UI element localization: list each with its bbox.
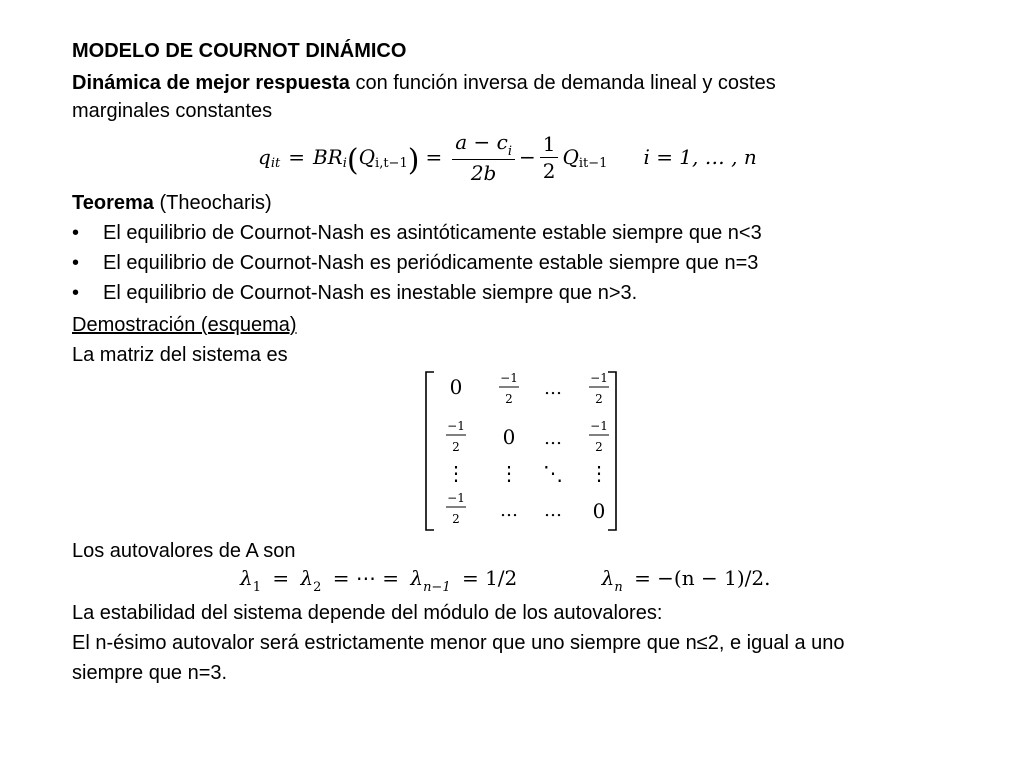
bullet-symbol: • xyxy=(72,252,80,274)
theorem-bold: Teorema xyxy=(72,192,154,214)
bullet-symbol: • xyxy=(72,222,80,244)
subtitle-rest: con función inversa de demanda lineal y costes xyxy=(349,72,776,94)
matrix-entry-num: −1 xyxy=(590,371,608,385)
matrix-hdots: … xyxy=(544,428,562,449)
matrix-entry-den: 2 xyxy=(505,392,513,406)
matrix-entry-num: −1 xyxy=(447,419,465,433)
eq-Q-sub: i,t−1 xyxy=(375,155,408,171)
eig-lambda-n1: λ xyxy=(410,566,424,590)
subtitle-bold: Dinámica de mejor respuesta xyxy=(72,72,350,94)
eig-mid: = ⋯ = xyxy=(332,566,400,590)
frac1-num-sub: i xyxy=(507,143,512,159)
fraction-a-minus-c xyxy=(452,131,515,184)
slide-title: MODELO DE COURNOT DINÁMICO xyxy=(72,40,407,62)
eq-Q2: Q xyxy=(562,145,579,169)
eigen-intro: Los autovalores de A son xyxy=(72,540,296,562)
best-response-equation xyxy=(258,124,757,190)
matrix-entry-den: 2 xyxy=(452,512,460,526)
eig-sub-2: 2 xyxy=(313,580,322,595)
matrix-hdots: … xyxy=(544,378,562,399)
eig-equals: = xyxy=(272,566,290,590)
matrix-intro: La matriz del sistema es xyxy=(72,344,288,366)
subtitle-line-2: marginales constantes xyxy=(72,100,273,122)
eig-lambda-1: λ xyxy=(240,566,253,590)
eq-Q: Q xyxy=(358,145,376,169)
eq-q: q xyxy=(258,145,271,169)
matrix-vdots: ⋮ xyxy=(499,461,519,485)
bullet-item-1: El equilibrio de Cournot-Nash es asintóticamente estable siempre que n<3 xyxy=(103,222,762,244)
proof-label: Demostración (esquema) xyxy=(72,314,297,336)
matrix-entry-den: 2 xyxy=(595,392,603,406)
matrix-entry-den: 2 xyxy=(595,440,603,454)
matrix-left-bracket xyxy=(426,372,434,530)
frac1-num: a − c xyxy=(455,129,508,154)
frac1-den: 2b xyxy=(470,160,497,185)
matrix-entry: 0 xyxy=(502,425,516,449)
matrix-entry: 0 xyxy=(449,375,463,399)
eig-val-1: = 1/2 xyxy=(461,566,518,590)
matrix-hdots: … xyxy=(500,500,518,521)
matrix-entry-num: −1 xyxy=(447,491,465,505)
bullet-symbol: • xyxy=(72,282,80,304)
eq-br-sub: i xyxy=(342,155,347,171)
theorem-line xyxy=(72,190,272,216)
bullet-item-3: El equilibrio de Cournot-Nash es inestable siempre que n>3. xyxy=(103,282,638,304)
conclusion-line-2: siempre que n=3. xyxy=(72,662,228,684)
matrix-entry-num: −1 xyxy=(500,371,518,385)
matrix-ddots: ⋱ xyxy=(543,461,563,485)
eig-sub-n: n xyxy=(614,580,623,595)
matrix-entry: 0 xyxy=(592,499,606,523)
frac2-num: 1 xyxy=(540,133,559,158)
eig-lambda-2: λ xyxy=(300,566,314,590)
matrix-vdots: ⋮ xyxy=(446,461,466,485)
eq-br: BR xyxy=(312,145,343,169)
matrix-hdots: … xyxy=(544,500,562,521)
eq-left-paren: ( xyxy=(346,142,359,178)
eq-q-sub: it xyxy=(270,155,281,171)
matrix-entry-num: −1 xyxy=(590,419,608,433)
system-matrix xyxy=(420,368,630,534)
eig-lambda-n: λ xyxy=(601,566,615,590)
eq-index-range: i = 1, … , n xyxy=(643,145,757,169)
frac2-den: 2 xyxy=(542,158,556,183)
conclusion-line-1: El n-ésimo autovalor será estrictamente menor que uno siempre que n≤2, e igual a uno xyxy=(72,632,845,654)
matrix-right-bracket xyxy=(608,372,616,530)
matrix-entry-den: 2 xyxy=(452,440,460,454)
subtitle-line-1 xyxy=(72,70,776,96)
eigenvalue-equation xyxy=(240,566,771,595)
eig-val-n: = −(n − 1)/2. xyxy=(634,566,771,590)
stability-line: La estabilidad del sistema depende del módulo de los autovalores: xyxy=(72,602,663,624)
eig-sub-n1: n−1 xyxy=(423,580,451,595)
eq-minus: − xyxy=(518,145,536,169)
matrix-vdots: ⋮ xyxy=(589,461,609,485)
eq-equals-1: = xyxy=(288,145,305,169)
eq-right-paren: ) xyxy=(407,142,420,178)
eq-equals-2: = xyxy=(425,145,443,169)
eq-Q2-sub: it−1 xyxy=(578,155,608,171)
theorem-rest: (Theocharis) xyxy=(153,192,272,214)
eig-sub-1: 1 xyxy=(252,580,261,595)
fraction-one-half xyxy=(540,133,559,182)
bullet-item-2: El equilibrio de Cournot-Nash es periódicamente estable siempre que n=3 xyxy=(103,252,759,274)
